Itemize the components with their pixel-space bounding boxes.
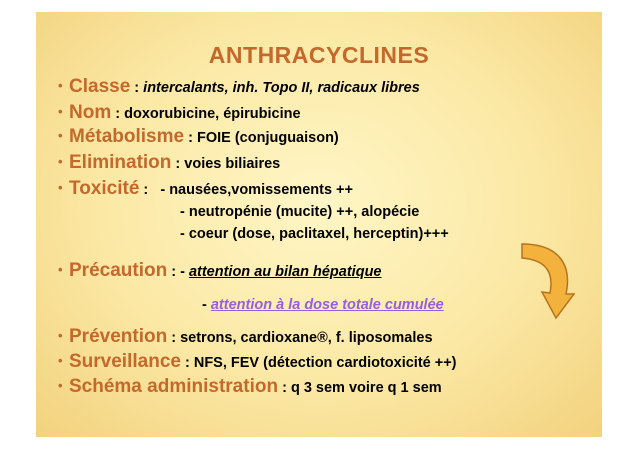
item-value: - nausées,vomissements ++ [160,182,353,198]
item-value: voies biliaires [184,156,281,172]
item-sep: : - [167,264,189,280]
item-key: Précaution [69,260,168,281]
bullet: • [58,328,63,343]
item-nom [58,102,301,124]
item-key: Elimination [69,152,172,173]
item-key: Surveillance [69,351,181,372]
item-prevention [58,326,433,348]
item-key: Toxicité [69,178,140,199]
bullet: • [58,78,63,93]
item-classe [58,76,420,98]
precaution-line-dose [202,297,444,313]
item-elimination [58,152,280,174]
curved-arrow-icon [516,238,576,324]
item-key: Prévention [69,326,168,347]
item-key: Schéma administration [69,376,279,397]
item-sep: : [167,330,181,346]
item-precaution [58,260,382,282]
item-key: Classe [69,76,131,97]
item-sep: : [130,80,144,96]
item-surveillance [58,351,457,373]
item-metabolisme [58,126,339,148]
bullet: • [58,262,63,277]
item-sep: : [139,182,161,198]
item-value: setrons, cardioxane®, f. liposomales [180,330,433,346]
item-schema-administration [58,376,442,398]
bullet: • [58,353,63,368]
item-sep: : [111,106,125,122]
bullet: • [58,378,63,393]
slide [36,12,602,437]
item-sep: : [180,355,194,371]
item-value: NFS, FEV (détection cardiotoxicité ++) [193,355,457,371]
bullet: • [58,128,63,143]
bullet: • [58,104,63,119]
bullet: • [58,180,63,195]
item-sep: : [278,380,291,396]
precaution-prefix: - [202,297,211,313]
item-value: FOIE (conjuguaison) [196,130,339,146]
item-toxicite [58,178,353,200]
item-value: q 3 sem voire q 1 sem [290,380,442,396]
toxicite-line-neutropenie: - neutropénie (mucite) ++, alopécie [180,204,420,220]
item-sep: : [171,156,185,172]
item-value: intercalants, inh. Topo II, radicaux libres [143,80,420,96]
item-sep: : [184,130,197,146]
bullet: • [58,154,63,169]
item-key: Métabolisme [69,126,185,147]
precaution-dose-text: attention à la dose totale cumulée [210,297,444,313]
item-value: doxorubicine, épirubicine [124,106,301,122]
item-key: Nom [69,102,112,123]
item-value: attention au bilan hépatique [188,264,382,280]
slide-title: ANTHRACYCLINES [208,42,430,68]
toxicite-line-coeur: - coeur (dose, paclitaxel, herceptin)+++ [180,226,449,242]
